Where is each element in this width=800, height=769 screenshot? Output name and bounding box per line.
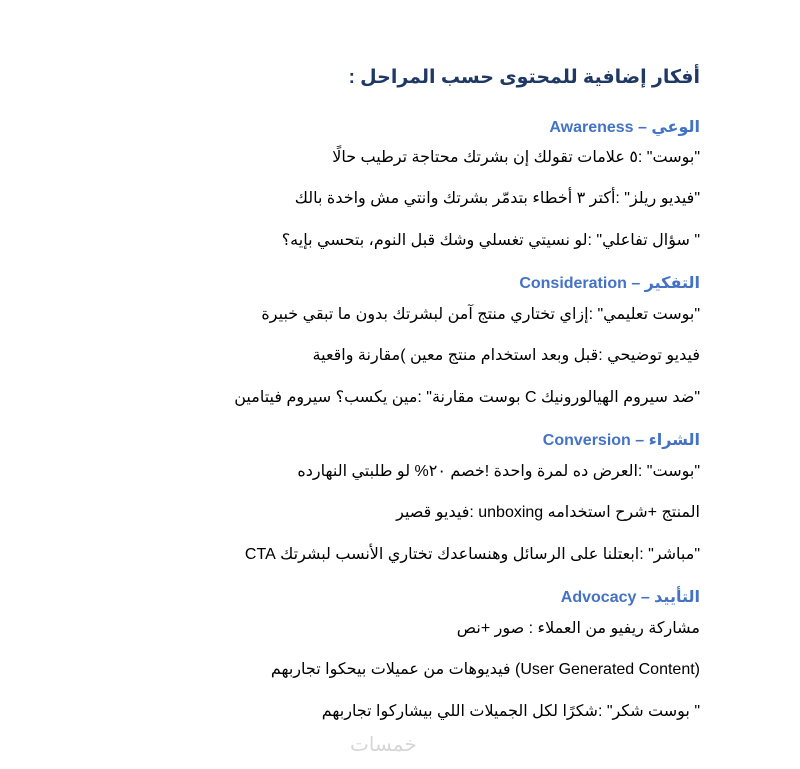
- list-item: "بوست" :٥ علامات تقولك إن بشرتك محتاجة ترطيب حالًا: [332, 149, 700, 166]
- list-item: "مباشر" :ابعتلنا على الرسائل وهنساعدك تختاري الأنسب لبشرتك CTA: [244, 546, 700, 563]
- list-item: "فيديو ريلز" :أكتر ٣ أخطاء بتدمّر بشرتك وانتي مش واخدة بالك: [294, 190, 700, 207]
- list-item: "ضد سيروم الهيالورونيك C بوست مقارنة" :مين يكسب؟ سيروم فيتامين: [234, 389, 700, 406]
- list-item: "بوست تعليمي" :إزاي تختاري منتج آمن لبشرتك بدون ما تبقي خبيرة: [261, 306, 700, 323]
- watermark-logo: خمسات: [350, 734, 417, 756]
- list-item: المنتج +شرح استخدامه unboxing :فيديو قصير: [396, 504, 700, 521]
- list-item: " سؤال تفاعلي" :لو نسيتي تغسلي وشك قبل النوم، بتحسي بإيه؟: [281, 232, 700, 249]
- page-title: أفكار إضافية للمحتوى حسب المراحل :: [348, 67, 700, 88]
- section-heading-advocacy: التأييد – Advocacy: [560, 589, 700, 606]
- list-item: "بوست" :العرض ده لمرة واحدة !خصم ٢٠% لو طلبتي النهارده: [297, 463, 700, 480]
- list-item: (User Generated Content) فيديوهات من عميلات بيحكوا تجاربهم: [270, 661, 700, 678]
- list-item: فيديو توضيحي :قبل وبعد استخدام منتج معين )مقارنة واقعية: [312, 347, 700, 364]
- section-heading-consideration: التفكير – Consideration: [519, 275, 700, 292]
- list-item: مشاركة ريفيو من العملاء : صور +نص: [456, 620, 700, 637]
- list-item: " بوست شكر" :شكرًا لكل الجميلات اللي بيشاركوا تجاربهم: [321, 703, 700, 720]
- section-heading-awareness: الوعي – Awareness: [549, 119, 700, 136]
- section-heading-conversion: الشراء – Conversion: [542, 432, 700, 449]
